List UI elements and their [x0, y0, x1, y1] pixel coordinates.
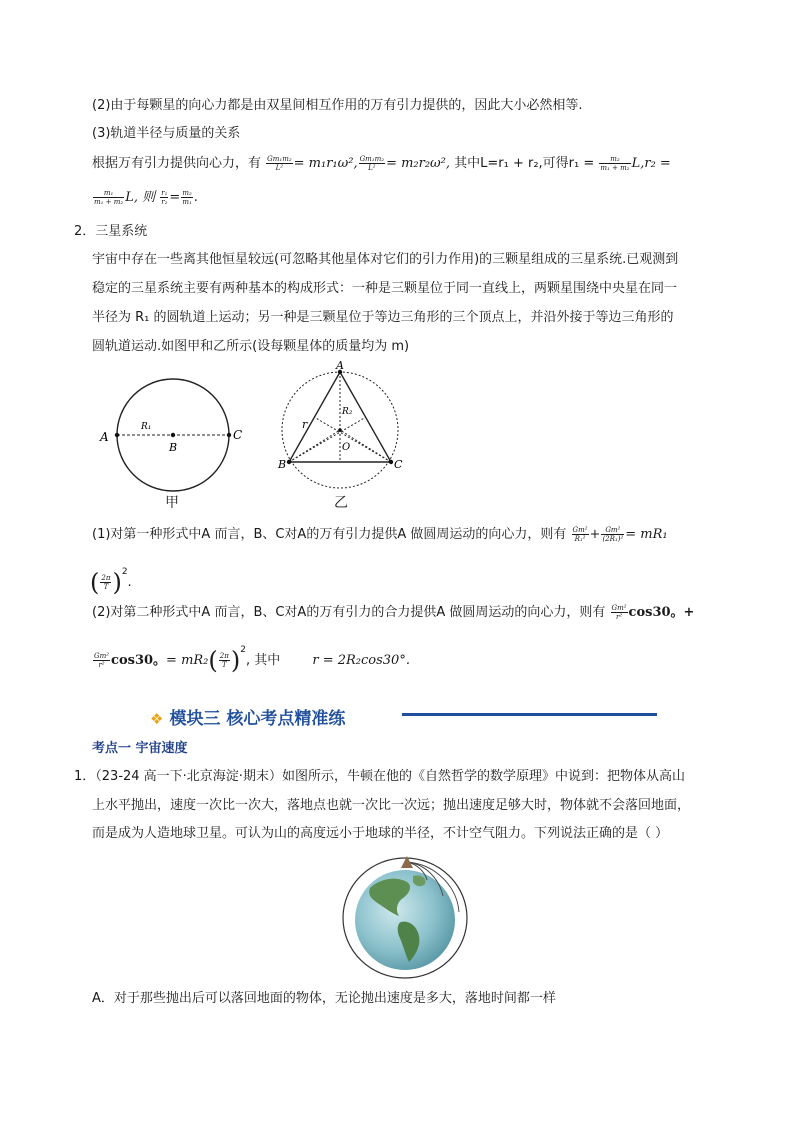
label-r1: R₁ [141, 422, 152, 432]
star-a-left [115, 433, 119, 437]
question-line: 而是成为人造地球卫星。可认为山的高度远小于地球的半径，不计空气阻力。下列说法正确的是（ ） [92, 826, 669, 841]
text-line: (3)轨道半径与质量的关系 [92, 126, 241, 141]
label-a: A [336, 359, 344, 372]
equation-line: (1)对第一种形式中A 而言，B、C对A的万有引力提供A 做圆周运动的向心力，则有 $\frac{\text{Gm²}}{\text{R₁²}}$ + $\frac{\text{Gm²}}{\text{(2R₁)²}}$ = mR₁ [92, 526, 668, 543]
label-r2: R₂ [342, 407, 353, 417]
diamond-icon: ❖ [150, 710, 164, 728]
text: . [193, 190, 198, 205]
paragraph-line: 半径为 R₁ 的圆轨道上运动；另一种是三颗星位于等边三角形的三个顶点上，并沿外接于等边三角形的 [92, 310, 674, 325]
equation-line: (2)对第二种形式中A 而言，B、C对A的万有引力的合力提供A 做圆周运动的向心力，则有 $\frac{\text{Gm²}}{\text{r²}}$ cos30。+ [92, 604, 695, 621]
fraction: $\frac{\text{Gm²}}{\text{(2R₁)²}}$ [602, 526, 624, 543]
star-c-left [227, 433, 231, 437]
label-b: B [278, 458, 287, 471]
math: L, 则 [125, 190, 156, 205]
earth-figure [335, 850, 475, 980]
fraction: $\frac{\text{m₁}}{\text{m₁ + m₂}}$ [94, 189, 124, 206]
center-o [338, 428, 342, 432]
text: 其中L=r₁ + r₂,可得r₁ = [454, 156, 595, 171]
caption-right: 乙 [334, 495, 348, 511]
paragraph-line: 圆轨道运动.如图甲和乙所示(设每颗星体的质量均为 m) [92, 339, 410, 354]
star-c-right [389, 460, 393, 464]
star-b-right [287, 460, 291, 464]
text: (1)对第一种形式中A 而言，B、C对A的万有引力提供A 做圆周运动的向心力，则有 [92, 527, 567, 542]
equation-line: $\frac{\text{m₁}}{\text{m₁ + m₂}}$ L, 则 $\frac{\text{r₁}}{\text{r₂}}$ = $\frac{\text{m₂}}{\text{m₁}}$ . [94, 189, 198, 206]
fraction: $\frac{\text{Gm²}}{\text{r²}}$ [611, 604, 627, 621]
label-r: r [302, 418, 308, 431]
equation-line: ( $\frac{2\pi}{T}$ )$^2$. [90, 567, 132, 597]
math: L,r₂ = [631, 156, 671, 171]
fraction: $\frac{\text{m₂}}{\text{m₁}}$ [182, 189, 192, 206]
math: = m₁r₁ω², [293, 156, 358, 171]
fraction: $\frac{\text{m₂}}{\text{m₁ + m₂}}$ [600, 155, 630, 172]
paragraph-line: 宇宙中存在一些离其他恒星较远(可忽略其他星体对它们的引力作用)的三颗星组成的三星系统.已观测到 [92, 252, 679, 267]
caption-left: 甲 [165, 495, 179, 511]
label-b: B [169, 441, 178, 454]
fraction: $\frac{\text{r₁}}{\text{r₂}}$ [161, 189, 168, 206]
module-heading: ❖ 模块三 核心考点精准练 [150, 709, 346, 729]
math: = m₂r₂ω², [386, 156, 450, 171]
equation-line: $\frac{\text{Gm²}}{\text{r²}}$ cos30。= mR₂( $\frac{2\pi}{T}$ )$^2$, 其中 r = 2R₂cos30°. [94, 645, 410, 675]
option-a[interactable]: A．对于那些抛出后可以落回地面的物体，无论抛出速度是多大，落地时间都一样 [92, 991, 556, 1006]
fraction: $\frac{\text{Gm²}}{\text{R₁²}}$ [572, 526, 588, 543]
fraction: $\frac{\text{Gm₁m₂}}{\text{L²}}$ [267, 155, 292, 172]
text: (2)对第二种形式中A 而言，B、C对A的万有引力的合力提供A 做圆周运动的向心力，则有 [92, 605, 606, 620]
section-title: 2．三星系统 [74, 224, 148, 239]
text: 根据万有引力提供向心力，有 [92, 156, 262, 171]
equation-line [92, 154, 671, 174]
label-c: C [233, 428, 243, 442]
question-line: 上水平抛出，速度一次比一次大，落地点也就一次比一次远；抛出速度足够大时，物体就不会落回地面， [92, 798, 691, 813]
question-line: 1．（23-24 高一下·北京海淀·期末）如图所示，牛顿在他的《自然哲学的数学原理》中说到：把物体从高山 [74, 769, 685, 784]
label-a: A [100, 430, 109, 444]
fraction: $\frac{\text{Gm²}}{\text{r²}}$ [94, 652, 110, 669]
three-star-diagram [90, 358, 430, 518]
heading-rule [402, 713, 657, 716]
star-b-left [171, 433, 175, 437]
kaodian-label: 考点一 宇宙速度 [92, 741, 188, 756]
text-line: (2)由于每颗星的向心力都是由双星间相互作用的万有引力提供的，因此大小必然相等. [92, 98, 583, 113]
label-o: O [342, 442, 351, 453]
fraction: $\frac{\text{Gm₁m₂}}{\text{L²}}$ [359, 155, 385, 172]
paragraph-line: 稳定的三星系统主要有两种基本的构成形式：一种是三颗星位于同一直线上，两颗星围绕中央星在同一 [92, 281, 678, 296]
label-c: C [394, 458, 403, 471]
